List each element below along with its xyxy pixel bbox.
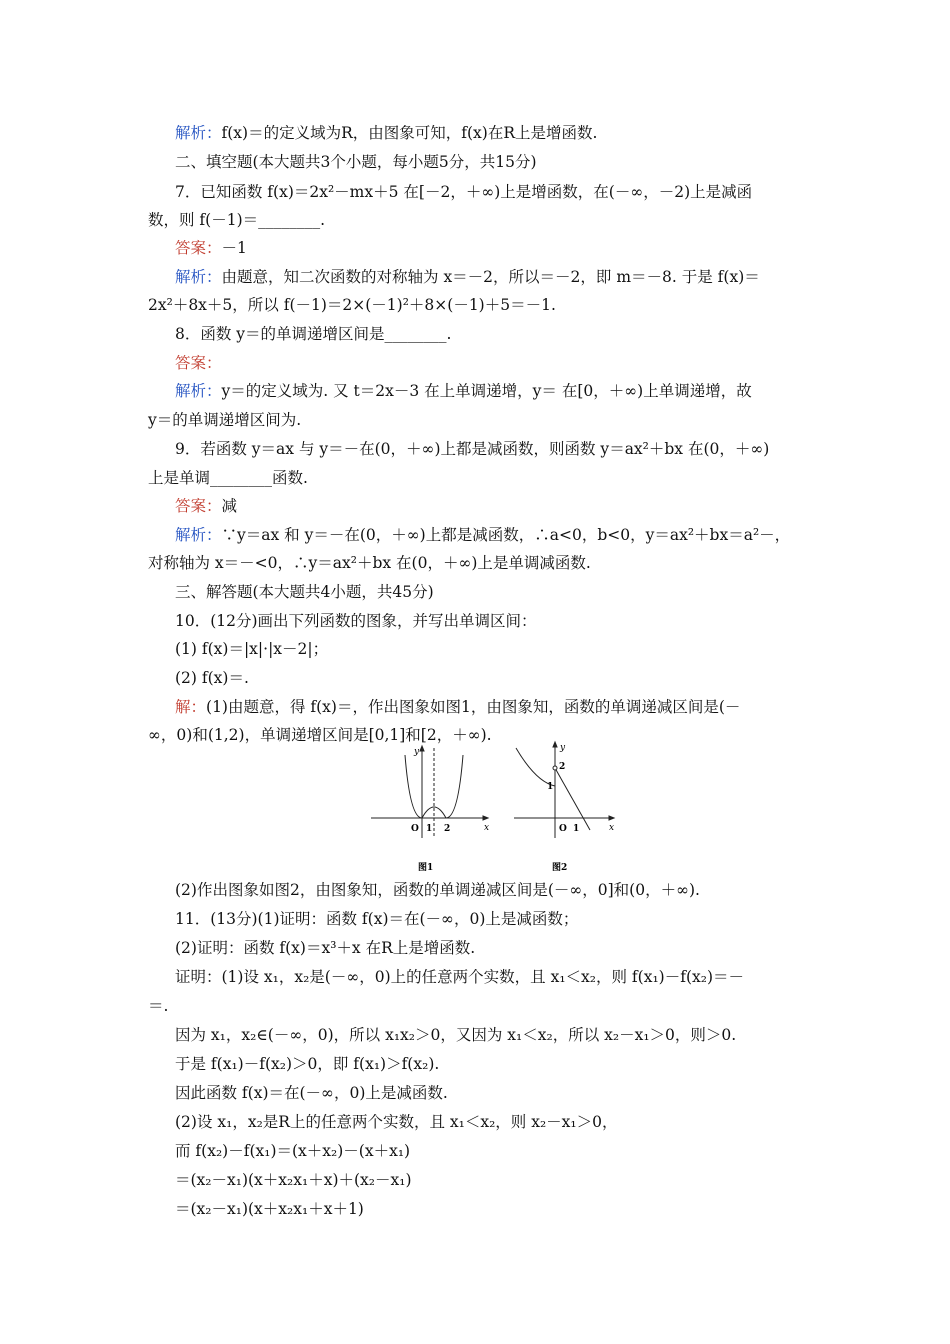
text-line: 解析：f(x)＝的定义域为R，由图象可知，f(x)在R上是增函数. bbox=[175, 124, 598, 142]
label-daan: 答案： bbox=[175, 354, 222, 372]
proof-line: 证明：(1)设 x₁，x₂是(－∞，0)上的任意两个实数，且 x₁＜x₂，则 f(x₁)－f(x₂)＝－ bbox=[175, 968, 744, 986]
answer-line: 答案：减 bbox=[175, 497, 238, 515]
fig2-tick-y2: 2 bbox=[559, 762, 566, 772]
label-daan: 答案： bbox=[175, 239, 222, 257]
fig2-curve-left bbox=[516, 748, 555, 786]
fig1-curve-right bbox=[446, 755, 463, 818]
fig1-x-arrow bbox=[483, 816, 488, 820]
label-jie: 解： bbox=[175, 698, 207, 716]
proof-line: ＝(x₂－x₁)(x＋x₂x₁＋x)＋(x₂－x₁) bbox=[175, 1171, 412, 1189]
fig2-tick-x1: 1 bbox=[573, 824, 580, 834]
fig1-x-label: x bbox=[484, 823, 490, 833]
text-line: 解析：y＝的定义域为. 又 t＝2x－3 在上单调递增，y＝ 在[0，＋∞)上单调递增，故 bbox=[175, 382, 752, 400]
text-line: 解析：∵y＝ax 和 y＝－在(0，＋∞)上都是减函数，∴a<0，b<0，y＝ax²＋bx＝a²－， bbox=[175, 526, 791, 544]
fig2-x-arrow bbox=[609, 816, 614, 820]
solution-line: 解：(1)由题意，得 f(x)＝，作出图象如图1，由图象知，函数的单调递减区间是(－ bbox=[175, 698, 741, 716]
fig2-x-label: x bbox=[609, 823, 615, 833]
fig2-origin-label: O bbox=[559, 824, 567, 834]
label-jiexi: 解析： bbox=[175, 124, 222, 142]
function-graphs bbox=[366, 740, 626, 880]
fig2-line-right bbox=[555, 768, 590, 830]
answer-line: 答案：－1 bbox=[175, 239, 247, 257]
fig2-y-arrow bbox=[553, 742, 557, 747]
text-line: 对称轴为 x＝－<0，∴y＝ax²＋bx 在(0，＋∞)上是单调减函数. bbox=[148, 554, 591, 572]
fig1-y-arrow bbox=[420, 746, 424, 751]
label-daan: 答案： bbox=[175, 497, 222, 515]
question-text: 数，则 f(－1)＝________. bbox=[148, 211, 326, 229]
proof-line: 而 f(x₂)－f(x₁)＝(x＋x₂)－(x＋x₁) bbox=[175, 1142, 411, 1160]
section-heading: 二、填空题(本大题共3个小题，每小题5分，共15分) bbox=[175, 153, 537, 171]
fig1-tick-2: 2 bbox=[444, 824, 451, 834]
label-jiexi: 解析： bbox=[175, 526, 222, 544]
fig1-curve-left bbox=[405, 755, 422, 818]
text-line: 解析：由题意，知二次函数的对称轴为 x＝－2，所以＝－2，即 m＝－8. 于是 f(x)＝ bbox=[175, 268, 760, 286]
proof-line: (2)设 x₁，x₂是R上的任意两个实数，且 x₁＜x₂，则 x₂－x₁＞0， bbox=[175, 1113, 618, 1131]
label-jiexi: 解析： bbox=[175, 382, 222, 400]
label-jiexi: 解析： bbox=[175, 268, 222, 286]
text-line: 2x²＋8x＋5，所以 f(－1)＝2×(－1)²＋8×(－1)＋5＝－1. bbox=[148, 296, 556, 314]
question-text: (2)证明：函数 f(x)＝x³＋x 在R上是增函数. bbox=[175, 939, 476, 957]
proof-line: ＝. bbox=[148, 997, 169, 1015]
proof-line: 因为 x₁，x₂∈(－∞，0)，所以 x₁x₂＞0，又因为 x₁＜x₂，所以 x₂－x₁＞0，则＞0. bbox=[175, 1026, 737, 1044]
question-text: 7．已知函数 f(x)＝2x²－mx＋5 在[－2，＋∞)上是增函数，在(－∞，－2)上是减函 bbox=[175, 183, 753, 201]
fig2-y-label: y bbox=[560, 743, 566, 753]
fig1-y-label: y bbox=[414, 747, 420, 757]
proof-line: ＝(x₂－x₁)(x＋x₂x₁＋x＋1) bbox=[175, 1200, 364, 1218]
fig2-open-point bbox=[553, 766, 557, 770]
question-text: (2) f(x)＝. bbox=[175, 669, 249, 687]
fig1-caption: 图1 bbox=[418, 863, 434, 873]
text-line: (2)作出图象如图2，由图象知，函数的单调递减区间是(－∞，0]和(0，＋∞). bbox=[175, 881, 700, 899]
proof-line: 于是 f(x₁)－f(x₂)＞0，即 f(x₁)＞f(x₂). bbox=[175, 1055, 440, 1073]
fig1-tick-1: 1 bbox=[426, 824, 433, 834]
question-text: 8．函数 y＝的单调递增区间是________. bbox=[175, 325, 452, 343]
text-line: y＝的单调递增区间为. bbox=[148, 411, 302, 429]
fig2-caption: 图2 bbox=[552, 863, 568, 873]
question-text: 上是单调________函数. bbox=[148, 469, 308, 487]
fig1-origin-label: O bbox=[411, 824, 419, 834]
proof-line: 因此函数 f(x)＝在(－∞，0)上是减函数. bbox=[175, 1084, 448, 1102]
section-heading: 三、解答题(本大题共4小题，共45分) bbox=[175, 583, 434, 601]
fig2-tick-y1: 1 bbox=[547, 782, 554, 792]
answer-line bbox=[175, 353, 835, 373]
question-text: (1) f(x)＝|x|·|x－2|； bbox=[175, 640, 329, 658]
text-line: ∞，0)和(1,2)，单调递增区间是[0,1]和[2，＋∞). bbox=[148, 726, 492, 744]
question-text: 10．(12分)画出下列函数的图象，并写出单调区间： bbox=[175, 612, 537, 630]
question-text: 11．(13分)(1)证明：函数 f(x)＝在(－∞，0)上是减函数； bbox=[175, 910, 579, 928]
question-text: 9．若函数 y＝ax 与 y＝－在(0，＋∞)上都是减函数，则函数 y＝ax²＋bx 在(0，＋∞) bbox=[175, 440, 770, 458]
